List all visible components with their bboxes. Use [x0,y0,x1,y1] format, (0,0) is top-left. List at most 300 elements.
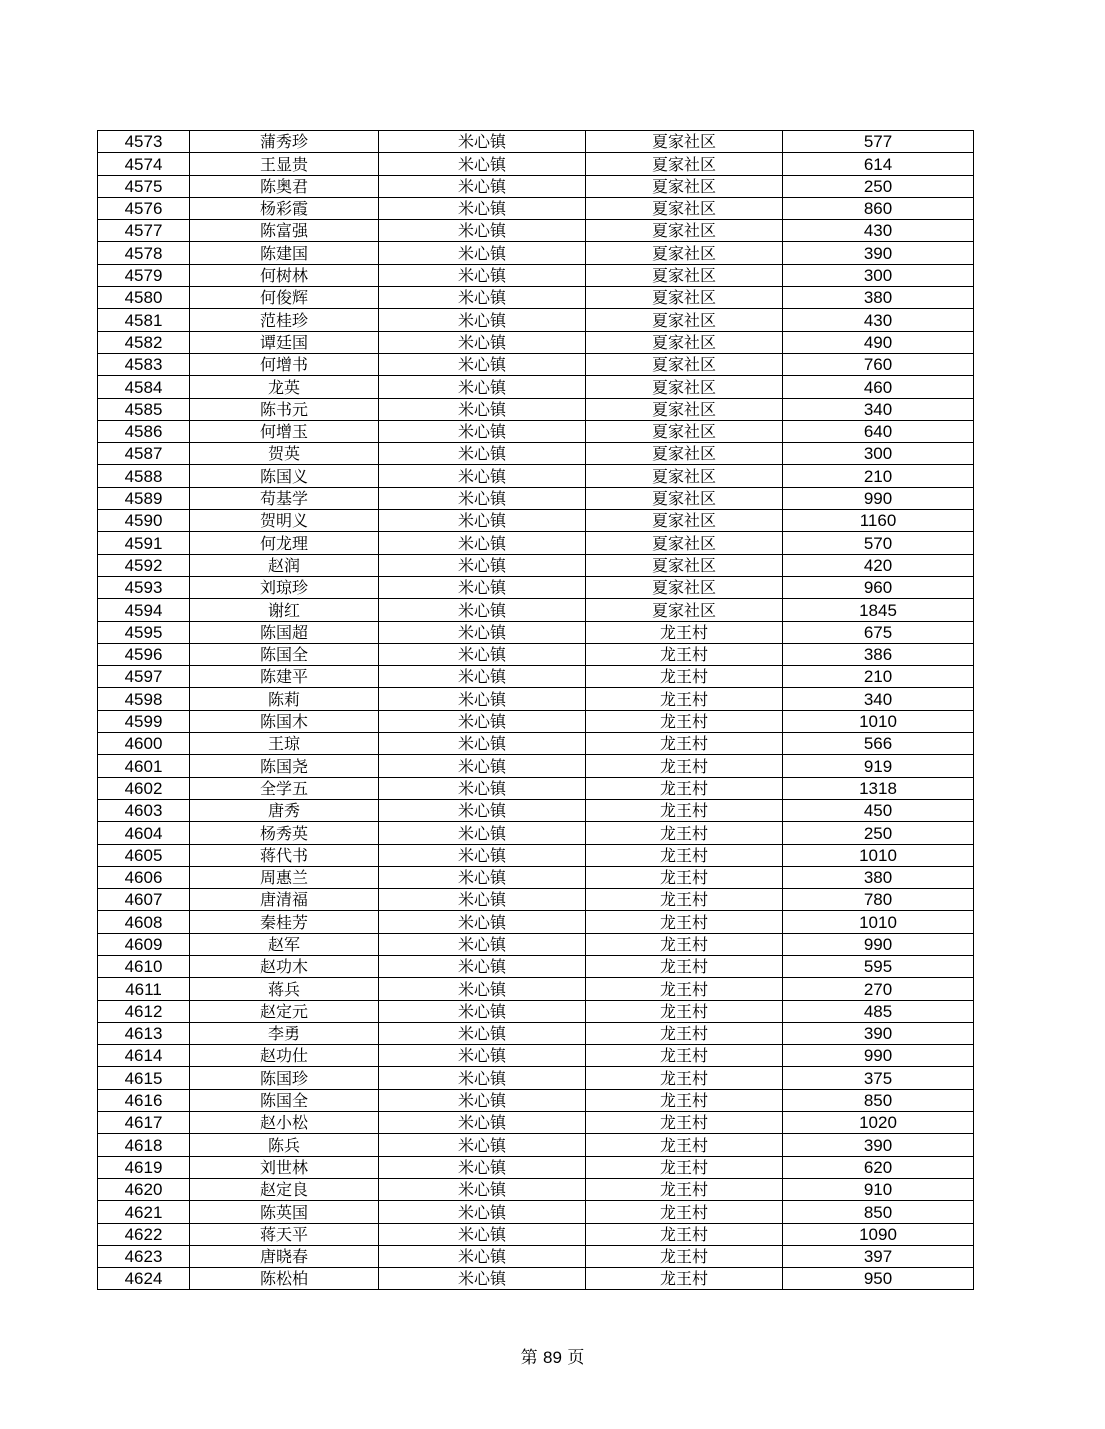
amount-cell: 380 [783,866,974,888]
person-name-cell: 陈富强 [190,220,379,242]
row-id-cell: 4582 [98,331,190,353]
amount-cell: 990 [783,487,974,509]
town-cell: 米心镇 [379,264,586,286]
person-name-cell: 陈国超 [190,621,379,643]
person-name-cell: 赵小松 [190,1112,379,1134]
row-id-cell: 4580 [98,287,190,309]
row-id-cell: 4603 [98,799,190,821]
amount-cell: 1010 [783,710,974,732]
table-row [98,264,974,286]
table-row [98,532,974,554]
town-cell: 米心镇 [379,799,586,821]
person-name-cell: 谢红 [190,599,379,621]
row-id-cell: 4601 [98,755,190,777]
town-cell: 米心镇 [379,1022,586,1044]
row-id-cell: 4581 [98,309,190,331]
page-label-suffix: 页 [567,1348,585,1368]
row-id-cell: 4598 [98,688,190,710]
person-name-cell: 陈建平 [190,666,379,688]
amount-cell: 340 [783,398,974,420]
village-cell: 龙王村 [586,1245,783,1267]
village-cell: 夏家社区 [586,376,783,398]
village-cell: 夏家社区 [586,197,783,219]
row-id-cell: 4616 [98,1089,190,1111]
village-cell: 夏家社区 [586,175,783,197]
row-id-cell: 4624 [98,1268,190,1290]
person-name-cell: 陈奥君 [190,175,379,197]
person-name-cell: 陈国全 [190,643,379,665]
row-id-cell: 4613 [98,1022,190,1044]
town-cell: 米心镇 [379,353,586,375]
village-cell: 夏家社区 [586,420,783,442]
person-name-cell: 陈兵 [190,1134,379,1156]
amount-cell: 450 [783,799,974,821]
village-cell: 夏家社区 [586,242,783,264]
village-cell: 夏家社区 [586,131,783,153]
page-label-prefix: 第 [520,1348,538,1368]
amount-cell: 1010 [783,844,974,866]
town-cell: 米心镇 [379,510,586,532]
person-name-cell: 陈国珍 [190,1067,379,1089]
town-cell: 米心镇 [379,933,586,955]
table-row [98,1045,974,1067]
row-id-cell: 4614 [98,1045,190,1067]
town-cell: 米心镇 [379,1045,586,1067]
table-row [98,131,974,153]
table-row [98,889,974,911]
amount-cell: 577 [783,131,974,153]
row-id-cell: 4594 [98,599,190,621]
amount-cell: 1845 [783,599,974,621]
village-cell: 夏家社区 [586,554,783,576]
row-id-cell: 4604 [98,822,190,844]
row-id-cell: 4590 [98,510,190,532]
person-name-cell: 王琼 [190,733,379,755]
person-name-cell: 何龙理 [190,532,379,554]
town-cell: 米心镇 [379,1112,586,1134]
town-cell: 米心镇 [379,666,586,688]
village-cell: 夏家社区 [586,465,783,487]
amount-cell: 850 [783,1089,974,1111]
person-name-cell: 陈建国 [190,242,379,264]
town-cell: 米心镇 [379,465,586,487]
village-cell: 龙王村 [586,844,783,866]
table-row [98,153,974,175]
amount-cell: 210 [783,465,974,487]
village-cell: 龙王村 [586,733,783,755]
amount-cell: 850 [783,1201,974,1223]
table-row [98,755,974,777]
table-row [98,331,974,353]
row-id-cell: 4588 [98,465,190,487]
village-cell: 夏家社区 [586,443,783,465]
village-cell: 龙王村 [586,1178,783,1200]
village-cell: 龙王村 [586,822,783,844]
person-name-cell: 贺明义 [190,510,379,532]
row-id-cell: 4583 [98,353,190,375]
amount-cell: 300 [783,443,974,465]
table-row [98,1156,974,1178]
amount-cell: 430 [783,309,974,331]
row-id-cell: 4622 [98,1223,190,1245]
village-cell: 龙王村 [586,688,783,710]
table-row [98,309,974,331]
town-cell: 米心镇 [379,643,586,665]
village-cell: 龙王村 [586,1022,783,1044]
amount-cell: 420 [783,554,974,576]
town-cell: 米心镇 [379,1223,586,1245]
row-id-cell: 4596 [98,643,190,665]
row-id-cell: 4575 [98,175,190,197]
person-name-cell: 陈国木 [190,710,379,732]
amount-cell: 990 [783,933,974,955]
town-cell: 米心镇 [379,398,586,420]
table-row [98,799,974,821]
village-cell: 龙王村 [586,933,783,955]
page-footer [0,1343,1105,1368]
table-row [98,1089,974,1111]
person-name-cell: 赵军 [190,933,379,955]
person-name-cell: 秦桂芳 [190,911,379,933]
amount-cell: 675 [783,621,974,643]
amount-cell: 340 [783,688,974,710]
village-cell: 夏家社区 [586,510,783,532]
village-cell: 龙王村 [586,1000,783,1022]
table-row [98,1134,974,1156]
table-row [98,643,974,665]
table-row [98,1245,974,1267]
town-cell: 米心镇 [379,599,586,621]
village-cell: 夏家社区 [586,331,783,353]
row-id-cell: 4618 [98,1134,190,1156]
amount-cell: 250 [783,822,974,844]
person-name-cell: 赵定良 [190,1178,379,1200]
roster-table [97,130,974,1290]
person-name-cell: 李勇 [190,1022,379,1044]
table-row [98,1268,974,1290]
table-row [98,175,974,197]
table-row [98,443,974,465]
person-name-cell: 赵定元 [190,1000,379,1022]
table-row [98,710,974,732]
person-name-cell: 赵润 [190,554,379,576]
town-cell: 米心镇 [379,554,586,576]
person-name-cell: 蒲秀珍 [190,131,379,153]
town-cell: 米心镇 [379,688,586,710]
amount-cell: 1160 [783,510,974,532]
town-cell: 米心镇 [379,242,586,264]
person-name-cell: 唐秀 [190,799,379,821]
town-cell: 米心镇 [379,777,586,799]
row-id-cell: 4592 [98,554,190,576]
amount-cell: 950 [783,1268,974,1290]
person-name-cell: 唐晓春 [190,1245,379,1267]
village-cell: 龙王村 [586,978,783,1000]
town-cell: 米心镇 [379,911,586,933]
person-name-cell: 赵功仕 [190,1045,379,1067]
table-row [98,822,974,844]
table-row [98,420,974,442]
town-cell: 米心镇 [379,331,586,353]
table-row [98,465,974,487]
amount-cell: 460 [783,376,974,398]
village-cell: 龙王村 [586,911,783,933]
person-name-cell: 陈国义 [190,465,379,487]
amount-cell: 270 [783,978,974,1000]
table-row [98,599,974,621]
village-cell: 龙王村 [586,955,783,977]
person-name-cell: 谭廷国 [190,331,379,353]
row-id-cell: 4617 [98,1112,190,1134]
amount-cell: 960 [783,576,974,598]
town-cell: 米心镇 [379,733,586,755]
row-id-cell: 4612 [98,1000,190,1022]
person-name-cell: 蒋代书 [190,844,379,866]
table-row [98,621,974,643]
table-row [98,220,974,242]
town-cell: 米心镇 [379,309,586,331]
village-cell: 龙王村 [586,777,783,799]
person-name-cell: 何增书 [190,353,379,375]
row-id-cell: 4621 [98,1201,190,1223]
village-cell: 夏家社区 [586,487,783,509]
table-row [98,866,974,888]
village-cell: 夏家社区 [586,220,783,242]
town-cell: 米心镇 [379,1000,586,1022]
town-cell: 米心镇 [379,131,586,153]
row-id-cell: 4574 [98,153,190,175]
amount-cell: 380 [783,287,974,309]
amount-cell: 566 [783,733,974,755]
amount-cell: 570 [783,532,974,554]
table-row [98,844,974,866]
person-name-cell: 蒋兵 [190,978,379,1000]
table-row [98,666,974,688]
village-cell: 夏家社区 [586,309,783,331]
row-id-cell: 4591 [98,532,190,554]
amount-cell: 430 [783,220,974,242]
amount-cell: 386 [783,643,974,665]
town-cell: 米心镇 [379,1245,586,1267]
town-cell: 米心镇 [379,532,586,554]
village-cell: 龙王村 [586,1156,783,1178]
table-row [98,1178,974,1200]
amount-cell: 390 [783,1134,974,1156]
row-id-cell: 4597 [98,666,190,688]
page-number: 89 [543,1348,562,1367]
table-row [98,242,974,264]
person-name-cell: 范桂珍 [190,309,379,331]
person-name-cell: 龙英 [190,376,379,398]
row-id-cell: 4602 [98,777,190,799]
row-id-cell: 4586 [98,420,190,442]
person-name-cell: 何俊辉 [190,287,379,309]
amount-cell: 910 [783,1178,974,1200]
table-row [98,287,974,309]
person-name-cell: 赵功木 [190,955,379,977]
town-cell: 米心镇 [379,220,586,242]
amount-cell: 485 [783,1000,974,1022]
town-cell: 米心镇 [379,1134,586,1156]
row-id-cell: 4615 [98,1067,190,1089]
town-cell: 米心镇 [379,197,586,219]
town-cell: 米心镇 [379,1201,586,1223]
amount-cell: 250 [783,175,974,197]
town-cell: 米心镇 [379,376,586,398]
person-name-cell: 陈书元 [190,398,379,420]
village-cell: 龙王村 [586,1045,783,1067]
person-name-cell: 全学五 [190,777,379,799]
person-name-cell: 唐清福 [190,889,379,911]
town-cell: 米心镇 [379,1067,586,1089]
table-row [98,1022,974,1044]
table-row [98,1067,974,1089]
row-id-cell: 4600 [98,733,190,755]
village-cell: 夏家社区 [586,153,783,175]
town-cell: 米心镇 [379,487,586,509]
amount-cell: 390 [783,1022,974,1044]
amount-cell: 490 [783,331,974,353]
row-id-cell: 4579 [98,264,190,286]
amount-cell: 390 [783,242,974,264]
person-name-cell: 陈国全 [190,1089,379,1111]
village-cell: 龙王村 [586,889,783,911]
amount-cell: 595 [783,955,974,977]
table-row [98,353,974,375]
amount-cell: 860 [783,197,974,219]
person-name-cell: 陈国尧 [190,755,379,777]
village-cell: 龙王村 [586,1223,783,1245]
town-cell: 米心镇 [379,175,586,197]
person-name-cell: 蒋天平 [190,1223,379,1245]
table-row [98,487,974,509]
amount-cell: 300 [783,264,974,286]
table-row [98,1223,974,1245]
table-row [98,911,974,933]
roster-table-body [98,131,974,1290]
row-id-cell: 4608 [98,911,190,933]
table-row [98,576,974,598]
table-row [98,933,974,955]
amount-cell: 620 [783,1156,974,1178]
table-row [98,1112,974,1134]
amount-cell: 919 [783,755,974,777]
town-cell: 米心镇 [379,710,586,732]
town-cell: 米心镇 [379,621,586,643]
row-id-cell: 4620 [98,1178,190,1200]
village-cell: 龙王村 [586,1268,783,1290]
row-id-cell: 4607 [98,889,190,911]
amount-cell: 1010 [783,911,974,933]
amount-cell: 780 [783,889,974,911]
table-row [98,1201,974,1223]
town-cell: 米心镇 [379,153,586,175]
person-name-cell: 陈松柏 [190,1268,379,1290]
village-cell: 夏家社区 [586,576,783,598]
table-row [98,197,974,219]
table-row [98,376,974,398]
person-name-cell: 陈英国 [190,1201,379,1223]
row-id-cell: 4584 [98,376,190,398]
village-cell: 龙王村 [586,666,783,688]
person-name-cell: 何增玉 [190,420,379,442]
village-cell: 龙王村 [586,1067,783,1089]
village-cell: 龙王村 [586,1134,783,1156]
table-row [98,398,974,420]
person-name-cell: 何树林 [190,264,379,286]
amount-cell: 640 [783,420,974,442]
village-cell: 龙王村 [586,755,783,777]
person-name-cell: 刘世林 [190,1156,379,1178]
table-row [98,955,974,977]
town-cell: 米心镇 [379,1268,586,1290]
town-cell: 米心镇 [379,420,586,442]
row-id-cell: 4595 [98,621,190,643]
amount-cell: 760 [783,353,974,375]
row-id-cell: 4577 [98,220,190,242]
village-cell: 龙王村 [586,866,783,888]
town-cell: 米心镇 [379,1156,586,1178]
row-id-cell: 4610 [98,955,190,977]
table-row [98,1000,974,1022]
row-id-cell: 4623 [98,1245,190,1267]
row-id-cell: 4589 [98,487,190,509]
village-cell: 夏家社区 [586,353,783,375]
amount-cell: 375 [783,1067,974,1089]
town-cell: 米心镇 [379,1178,586,1200]
village-cell: 夏家社区 [586,398,783,420]
town-cell: 米心镇 [379,576,586,598]
row-id-cell: 4573 [98,131,190,153]
town-cell: 米心镇 [379,755,586,777]
amount-cell: 1020 [783,1112,974,1134]
town-cell: 米心镇 [379,866,586,888]
village-cell: 龙王村 [586,643,783,665]
row-id-cell: 4576 [98,197,190,219]
town-cell: 米心镇 [379,822,586,844]
row-id-cell: 4599 [98,710,190,732]
amount-cell: 397 [783,1245,974,1267]
table-row [98,510,974,532]
row-id-cell: 4605 [98,844,190,866]
town-cell: 米心镇 [379,889,586,911]
person-name-cell: 周惠兰 [190,866,379,888]
row-id-cell: 4606 [98,866,190,888]
person-name-cell: 陈莉 [190,688,379,710]
amount-cell: 1318 [783,777,974,799]
amount-cell: 990 [783,1045,974,1067]
amount-cell: 1090 [783,1223,974,1245]
row-id-cell: 4593 [98,576,190,598]
village-cell: 龙王村 [586,710,783,732]
town-cell: 米心镇 [379,287,586,309]
person-name-cell: 杨彩霞 [190,197,379,219]
village-cell: 龙王村 [586,1112,783,1134]
row-id-cell: 4611 [98,978,190,1000]
village-cell: 夏家社区 [586,264,783,286]
table-row [98,777,974,799]
village-cell: 夏家社区 [586,287,783,309]
town-cell: 米心镇 [379,844,586,866]
town-cell: 米心镇 [379,443,586,465]
amount-cell: 614 [783,153,974,175]
village-cell: 龙王村 [586,1201,783,1223]
table-row [98,554,974,576]
town-cell: 米心镇 [379,1089,586,1111]
row-id-cell: 4619 [98,1156,190,1178]
amount-cell: 210 [783,666,974,688]
row-id-cell: 4609 [98,933,190,955]
